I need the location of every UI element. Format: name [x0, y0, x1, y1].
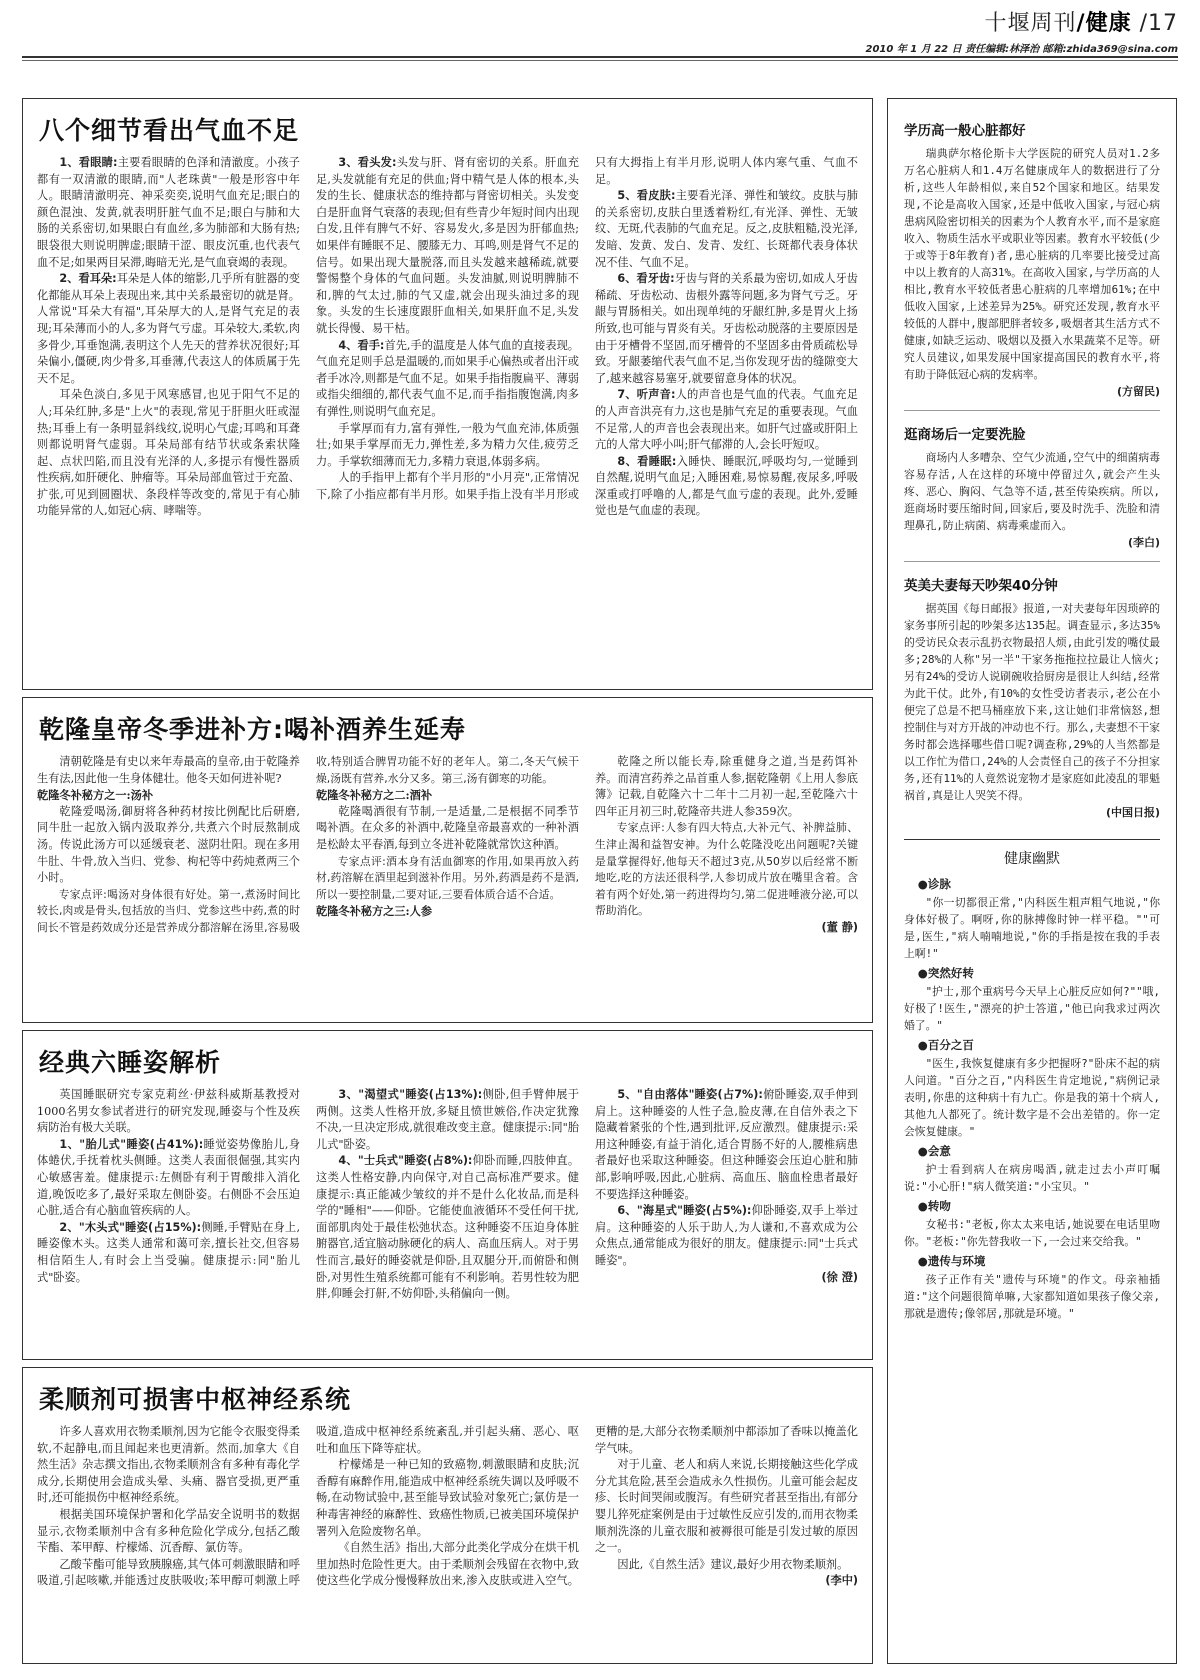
paragraph: 《自然生活》指出,大部分此类化学成分在烘干机里加热时危险性更大。由于柔顺剂会残留在衣物中,致使这些化学成分慢慢释放出来,渗入皮肤或进入空气。更糟的是,大部分衣物柔顺剂中都添加了香味以掩盖化学气味。	[316, 1425, 858, 1588]
masthead-rule-thin	[22, 60, 1178, 61]
paragraph-text: 仰卧而睡,四肢伸直。这类人性格安静,内向保守,对自己高标准严要求。健康提示:真正能减少皱纹的并不是什么化妆品,而是科学的"睡相"——仰卧。它能使血液循环不受任何干扰,面部肌肉处于最佳松弛状态。这种睡姿不压迫身体脏腑器官,适宜脑动脉硬化的病人、高血压病人。对于男性而言,最好的睡姿就是仰卧,且双腿分开,而俯卧和侧卧,对男性生殖系统都可能有不利影响。若男性较为肥胖,仰睡会打鼾,不妨仰卧,头稍偏向一侧。	[316, 1154, 580, 1301]
sidebar-item-source: (方留民)	[1116, 385, 1160, 398]
subheading: 乾隆冬补秘方之二:酒补	[316, 788, 433, 803]
article-sleep-postures	[22, 1030, 873, 1360]
section-name: 健康	[1085, 11, 1132, 36]
paragraph-text: 睡觉姿势像胎儿,身体蜷伏,手抚着枕头侧睡。这类人表面很倔强,其实内心敏感害羞。健康提示:左侧卧有利于胃酸排入消化道,晚饭吃多了,最好采取左侧卧姿。右侧卧不会压迫心脏,适合有心脑血管疾病的人。	[37, 1137, 301, 1218]
article-body	[37, 754, 858, 937]
paragraph	[37, 1137, 300, 1220]
sidebar-item-title: 学历高一般心脏都好	[904, 123, 1026, 139]
sidebar-divider	[904, 561, 1160, 562]
joke-text: 孩子正作有关"遗传与环境"的作文。母亲袖插道:"这个问题很简单嘛,大家都知道如果孩子像父亲,那就是遗传;像邻居,那就是环境。"	[904, 1273, 1160, 1320]
article-title: 柔顺剂可损害中枢神经系统	[39, 1385, 352, 1414]
paragraph	[316, 338, 579, 421]
paragraph-text: 侧睡,手臂贴在身上,睡姿像木头。这类人通常和蔼可亲,擅长社交,但容易相信陌生人,有时会上当受骗。健康提示:同"胎儿式"卧姿。	[37, 1220, 300, 1284]
sidebar	[887, 98, 1177, 1664]
joke-title: ●遗传与环境	[917, 1254, 986, 1268]
joke-title: ●转吻	[917, 1199, 951, 1213]
sidebar-item-title: 逛商场后一定要洗脸	[904, 427, 1026, 443]
expert-comment: 专家点评:喝汤对身体很有好处。第一,煮汤时间比较长,肉或是骨头,包括放的当归、党参这些中药,煮的时间长不管是药效成分还是营养成分都溶解在汤里,容易吸收,特别适合脾胃功能不好的老年人。第二,冬天气候干燥,汤既有营养,水分又多。第三,汤有御寒的功能。	[37, 755, 579, 934]
paragraph-lead: 5、看皮肤:	[617, 189, 676, 203]
joke-title: ●百分之百	[917, 1038, 974, 1052]
byline: (董 静)	[821, 920, 858, 934]
page-number: 17	[1148, 11, 1178, 36]
article-title: 乾隆皇帝冬季进补方:喝补酒养生延寿	[39, 715, 466, 744]
paragraph	[37, 1087, 300, 1137]
paragraph	[595, 271, 858, 387]
paragraph: 柠檬烯是一种已知的致癌物,刺激眼睛和皮肤;沉香醇有麻醉作用,能造成中枢神经系统失调以及呼吸不畅,在动物试验中,甚至能导致试验对象死亡;氯仿是一种毒害神经的麻醉性、致癌性物质,已被美国环境保护署列入危险废物名单。	[316, 1458, 579, 1538]
sidebar-item-text: 商场内人多嘈杂、空气少流通,空气中的细菌病毒容易存活,人在这样的环境中停留过久,就会产生头疼、恶心、胸闷、气急等不适,甚至传染疾病。所以,逛商场时要压缩时间,回家后,要及时洗手、洗脸和清理鼻孔,防止病菌、病毒乘虚而入。	[904, 451, 1160, 532]
paragraph	[316, 421, 579, 471]
article-body	[37, 1424, 858, 1590]
paragraph-lead: 6、看牙齿:	[617, 272, 675, 286]
paragraph: 乙酸苄酯可能导致胰腺癌,其气体可刺激眼睛和呼吸道,引起咳嗽,并能透过皮肤吸收;苯甲醇可刺激上呼吸道,造成中枢神经系统紊乱,并引起头痛、恶心、呕吐和血压下降等症状。	[37, 1425, 579, 1588]
paragraph-text: 仰卧睡姿,双手上举过肩。这种睡姿的人乐于助人,为人谦和,不喜欢成为公众焦点,通常能成为很好的朋友。健康提示:同"士兵式睡姿"。	[595, 1204, 859, 1267]
paragraph	[316, 1087, 579, 1153]
expert-comment: 专家点评:人参有四大特点,大补元气、补脾益肺、生津止渴和益智安神。为什么乾隆没吃出问题呢?关键是量掌握得好,他每天不超过3克,从50岁以后经常不断地吃,吃的方法还很科学,人参切成片放在嘴里含着。含着有两个好处,第一药进得均匀,第二促进唾液分泌,可以帮助消化。	[595, 821, 858, 918]
expert-comment: 专家点评:酒本身有活血御寒的作用,如果再放入药材,药溶解在酒里起到滋补作用。另外,药酒是药不是酒,所以一要控制量,二要对证,三要看体质合适不合适。	[316, 854, 579, 901]
sidebar-item-title: 英美夫妻每天吵架40分钟	[904, 578, 1058, 594]
paragraph	[37, 155, 300, 271]
article-title: 八个细节看出气血不足	[39, 116, 300, 145]
paragraph-lead: 5、"自由落体"睡姿(占7%):	[617, 1088, 763, 1101]
humor-heading: 健康幽默	[904, 839, 1160, 868]
paragraph-lead: 3、看头发:	[338, 156, 397, 169]
joke-text: "护士,那个重病号今天早上心脏反应如何?""哦,好极了!医生,"漂亮的护士答道,"他已向我求过两次婚了。"	[904, 985, 1160, 1032]
paragraph-text: 英国睡眠研究专家克莉丝·伊兹科威斯基教授对1000名男女参试者进行的研究发现,睡姿与个性及疾病防治有极大关联。	[37, 1088, 300, 1135]
paragraph: 乾隆爱喝汤,御厨将各种药材按比例配比后研磨,同牛肚一起放入锅内汲取养分,共煮六个时辰熬制成汤。传说此汤方可以延缓衰老、滋阴壮阳。现在多用牛肚、牛骨,放入当归、党参、枸杞等中药炖煮两三个小时。	[37, 804, 300, 885]
paragraph-text: 耳朵色淡白,多见于风寒感冒,也见于阳气不足的人;耳朵红肿,多是"上火"的表现,常见于肝胆火旺或湿热;耳垂上有一条明显斜线纹,说明心气虚;耳鸣和耳聋则都说明肾气虚弱。耳朵局部有结节状或条索状隆起、点状凹陷,而且没有光泽的人,多提示有慢性器质性疾病,如肝硬化、肿瘤等。耳朵局部血管过于充盈、扩张,可见到圆圈状、条段样等改变的,常见于有心肺功能异常的人,如冠心病、哮喘等。	[37, 388, 300, 518]
paragraph-lead: 7、听声音:	[617, 388, 676, 402]
paragraph-lead: 3、"渴望式"睡姿(占13%):	[338, 1088, 483, 1101]
paragraph-text: 头发与肝、肾有密切的关系。肝血充足,头发就能有充足的供血;肾中精气是人体的根本,头发的生长、健康状态的维持都与肾密切相关。头发变白是肝血肾气衰落的表现;但有些青少年短时间内出现白发,且伴有脾气不好、容易发火,多是因为肝郁血热;如果伴有睡眠不足、腰膝无力、耳鸣,则是肾气不足的信号。如果出现大量脱落,而且头发越来越稀疏,就要警惕整个身体的气血问题。头发油腻,则说明脾肺不和,脾的气太过,肺的气又虚,就会出现头油过多的现象。头发的生长速度跟肝血相关,如果肝血不足,头发就长得慢、易干枯。	[316, 156, 579, 335]
paragraph-lead: 2、看耳朵:	[59, 272, 117, 286]
paragraph: 清朝乾隆是有史以来年寿最高的皇帝,由于乾隆养生有法,因此他一生身体健壮。他冬天如何进补呢?	[37, 755, 300, 785]
paragraph-text: 入睡快、睡眠沉,呼吸均匀,一觉睡到自然醒,说明气血足;入睡困难,易惊易醒,夜尿多,呼吸深重或打呼噜的人,都是气血亏虚的表现。此外,爱睡觉也是气血虚的表现。	[595, 454, 858, 518]
joke-text: 护士看到病人在病房喝酒,就走过去小声叮嘱说:"小心肝!"病人微笑道:"小宝贝。"	[904, 1163, 1160, 1193]
paragraph-lead: 6、"海星式"睡姿(占5%):	[617, 1204, 752, 1218]
joke-title: ●会意	[917, 1144, 951, 1158]
article-softener	[22, 1367, 873, 1664]
subheading: 乾隆冬补秘方之三:人参	[316, 904, 433, 919]
sidebar-item-body	[904, 449, 1160, 551]
paragraph-text: 侧卧,但手臂伸展于两侧。这类人性格开放,多疑且愤世嫉俗,作决定犹豫不决,一旦决定形成,就很难改变主意。健康提示:同"胎儿式"卧姿。	[316, 1088, 580, 1151]
paragraph: 对于儿童、老人和病人来说,长期接触这些化学成分尤其危险,甚至会造成永久性损伤。儿童可能会起皮疹、长时间哭闹或腹泻。有些研究者甚至指出,有部分婴儿猝死症案例是由于过敏性反应引发的,而用衣物柔顺剂洗涤的儿童衣服和被褥很可能是引发过敏的原因之一。	[595, 1458, 858, 1555]
sidebar-divider	[904, 410, 1160, 411]
joke-text: 女秘书:"老板,你太太来电话,她说要在电话里吻你。"老板:"你先替我收一下,一会过来交给我。"	[904, 1218, 1160, 1248]
paragraph-lead: 2、"木头式"睡姿(占15%):	[59, 1220, 202, 1234]
article-qianlong	[22, 697, 873, 1023]
paragraph	[316, 1153, 579, 1302]
page-sep: /	[1139, 11, 1148, 36]
joke-text: "你一切都很正常,"内科医生粗声粗气地说,"你身体好极了。啊呀,你的脉搏像时钟一样平稳。""可是,医生,"病人喃喃地说,"你的手指是按在我的手表上啊!"	[904, 896, 1160, 960]
masthead-info: 2010 年 1 月 22 日 责任编辑:林泽治 邮箱:zhida369@sina.com	[865, 44, 1178, 55]
paragraph-text: 人的手指甲上都有个半月形的"小月亮",正常情况下,除了小指应都有半月形。如果手指上没有半月形或只有大拇指上有半月形,说明人体内寒气重、气血不足。	[316, 156, 858, 501]
joke-text: "医生,我恢复健康有多少把握呀?"卧床不起的病人问道。"百分之百,"内科医生肯定地说,"病例记录表明,你患的这种病十有九亡。你是我的第十个病人,其他九人都死了。统计数字是不会出差错的。你一定会恢复健康。"	[904, 1057, 1160, 1138]
paper-name: 十堰周刊	[984, 11, 1077, 36]
sidebar-item-source: (李白)	[1127, 536, 1160, 549]
sidebar-item-body	[904, 600, 1160, 821]
paragraph-text: 主要看眼睛的色泽和清澈度。小孩子都有一双清澈的眼睛,而"人老珠黄"一般是形容中年人。眼睛清澈明亮、神采奕奕,说明气血充足;眼白的颜色混浊、发黄,就表明肝脏气血不足;眼白与肺和大肠的关系密切,如果眼白有血丝,多为肺部和大肠有热;眼袋很大则说明脾虚;眼睛干涩、眼皮沉重,也代表气血不足;如果两目呆滞,晦暗无光,是气血衰竭的表现。	[37, 156, 300, 269]
article-body	[37, 155, 858, 520]
paragraph-lead: 8、看睡眠:	[617, 454, 677, 468]
paragraph-lead: 4、"士兵式"睡姿(占8%):	[338, 1154, 473, 1168]
sidebar-items	[904, 119, 1160, 821]
masthead	[478, 6, 1178, 55]
article-body	[37, 1087, 858, 1303]
masthead-title	[478, 6, 1178, 37]
joke-title: ●诊脉	[917, 877, 951, 891]
paragraph	[595, 1087, 858, 1203]
paragraph-text: 耳朵是人体的缩影,几乎所有脏器的变化都能从耳朵上表现出来,其中关系最密切的就是肾。人常说"耳朵大有福",耳朵厚大的人,是肾气充足的表现;耳朵薄而小的人,多为肾气亏虚。耳朵较大,柔软,肉多骨少,耳垂饱满,表明这个人先天的营养状况很好;耳朵偏小,僵硬,肉少骨多,耳垂薄,代表这人的体质属于先天不足。	[37, 272, 300, 385]
paragraph-text: 首先,手的温度是人体气血的直接表现。气血充足则手总是温暖的,而如果手心偏热或者出汗或者手冰冷,则都是气血不足。如果手指指腹扁平、薄弱或指尖细细的,都代表气血不足,而手指指腹饱满,肉多有弹性,则说明气血充足。	[316, 338, 579, 418]
paragraph	[595, 1203, 858, 1269]
subheading: 乾隆冬补秘方之一:汤补	[37, 788, 154, 803]
paragraph: 因此,《自然生活》建议,最好少用衣物柔顺剂。	[617, 1557, 849, 1571]
paragraph-text: 手掌厚而有力,富有弹性,一般为气血充沛,体质强壮;如果手掌厚而无力,弹性差,多为精力欠佳,疲劳乏力。手掌软细薄而无力,多精力衰退,体弱多病。	[316, 421, 579, 468]
paragraph-lead: 4、看手:	[338, 338, 385, 352]
paragraph-text: 俯卧睡姿,双手伸到肩上。这种睡姿的人性子急,脸皮薄,在自信外表之下隐藏着紧张的个性,遇到批评,反应激烈。健康提示:采用这种睡姿,有益于消化,适合胃肠不好的人,腰椎病患者最好也采取这种睡姿。但这种睡姿会压迫心脏和肺部,影响呼吸,因此,心脏病、高血压、脑血栓患者最好不要选择这种睡姿。	[595, 1088, 859, 1201]
paragraph	[316, 155, 579, 338]
article-qixue	[22, 98, 873, 690]
paragraph: 乾隆喝酒很有节制,一是适量,二是根据不同季节喝补酒。在众多的补酒中,乾隆皇帝最喜欢的一种补酒是松龄太平春酒,每到立冬进补乾隆就常饮这种酒。	[316, 804, 579, 851]
paragraph	[37, 1220, 300, 1286]
paragraph-text: 人的声音也是气血的代表。气血充足的人声音洪亮有力,这也是肺气充足的重要表现。气血不足常,人的声音也会表现出来。如肝气过盛或肝阳上亢的人常大呼小叫;肝气郁滞的人,会长吁短叹。	[595, 388, 858, 452]
paragraph	[37, 387, 300, 520]
paragraph-text: 主要看光泽、弹性和皱纹。皮肤与肺的关系密切,皮肤白里透着粉红,有光泽、弹性、无皱纹、无斑,代表肺的气血充足。反之,皮肤粗糙,没光泽,发暗、发黄、发白、发青、发红、长斑都代表身体状况不佳、气血不足。	[595, 189, 858, 269]
paragraph	[595, 454, 858, 520]
joke-title: ●突然好转	[917, 966, 974, 980]
article-title: 经典六睡姿解析	[39, 1048, 222, 1077]
paragraph	[595, 387, 858, 453]
paragraph-lead: 1、看眼睛:	[59, 156, 118, 169]
sidebar-item-body	[904, 145, 1160, 400]
masthead-rule	[22, 56, 1178, 58]
sidebar-item-text: 据英国《每日邮报》报道,一对夫妻每年因琐碎的家务事所引起的吵架多达135起。调查显示,多达35%的受访民众表示乱扔衣物最招人烦,由此引发的嘴仗最多;28%的人称"另一半"干家务拖拖拉拉最让人恼火;另有24%的受访人说刷碗收拾厨房是很让人纠结,经常为此干仗。此外,有10%的女性受访者表示,老公在小便完了总是不把马桶座放下来,这让她们非常恼怒,想控制住与对方开战的冲动也不行。那么,夫妻想不干家务时都会选择哪些借口呢?调查称,29%的人当然都是以工作忙为借口,24%的人会责怪自己的孩子不分担家务,还有11%的人竟然说宠物才是家庭如此凌乱的罪魁祸首,真是让人哭笑不得。	[904, 602, 1160, 802]
sidebar-item-source: (中国日报)	[1105, 806, 1160, 819]
byline: (李中)	[825, 1574, 858, 1588]
paragraph: 许多人喜欢用衣物柔顺剂,因为它能令衣服变得柔软,不起静电,而且闻起来也更清新。然而,加拿大《自然生活》杂志撰文指出,衣物柔顺剂含有多种有毒化学成分,长期使用会造成头晕、头痛、器官受损,更严重时,还可能损伤中枢神经系统。	[37, 1425, 300, 1505]
section-sep: /	[1076, 11, 1086, 36]
sidebar-item-text: 瑞典萨尔格伦斯卡大学医院的研究人员对1.2多万名心脏病人和1.4万名健康成年人的数据进行了分析,这些人年龄相似,来自52个国家和地区。结果发现,不论是高收入国家,还是中低收入国家,与冠心病患病风险密切相关的因素为个人教育水平,而不是家庭收入、物质生活水平或职业等因素。教育水平较低(少于或等于8年教育)者,患心脏病的几率要比接受过高中以上教育的人高31%。在高收入国家,与学历高的人相比,教育水平较低者患心脏病的几率增加61%;在中低收入国家,上述差异为25%。研究还发现,教育水平较低的人群中,腹部肥胖者较多,吸烟者其生活方式不健康,如缺乏运动、吸烟以及摄入水果蔬菜不足等。研究人员建议,如果发展中国家提高国民的教育水平,将有助于降低冠心病的发病率。	[904, 147, 1160, 381]
paragraph	[37, 271, 300, 387]
paragraph: 乾隆之所以能长寿,除重健身之道,当是药饵补养。而清宫药养之品首重人参,据乾隆朝《上用人参底簿》记载,自乾隆六十二年十二月初一起,至乾隆六十四年正月初三时,乾隆帝共进人参359次。	[595, 755, 858, 818]
paragraph-lead: 1、"胎儿式"睡姿(占41%):	[59, 1137, 204, 1151]
paragraph-text: 牙齿与肾的关系最为密切,如成人牙齿稀疏、牙齿松动、齿根外露等问题,多为肾气亏乏。牙龈与胃肠相关。如出现单纯的牙龈红肿,多是胃火上扬所致,也可能与胃炎有关。牙齿松动脱落的主要原因是由于牙槽骨不坚固,而牙槽骨的不坚固多由骨质疏松导致。牙龈萎缩代表气血不足,当你发现牙齿的缝隙变大了,越来越容易塞牙,就要留意身体的状况。	[595, 272, 858, 385]
humor-body	[904, 876, 1160, 1322]
byline: (徐 澄)	[821, 1270, 858, 1284]
paragraph: 根据美国环境保护署和化学品安全说明书的数据显示,衣物柔顺剂中含有多种危险化学成分,包括乙酸苄酯、苯甲醇、柠檬烯、沉香醇、氯仿等。	[37, 1507, 300, 1555]
paragraph	[595, 188, 858, 271]
